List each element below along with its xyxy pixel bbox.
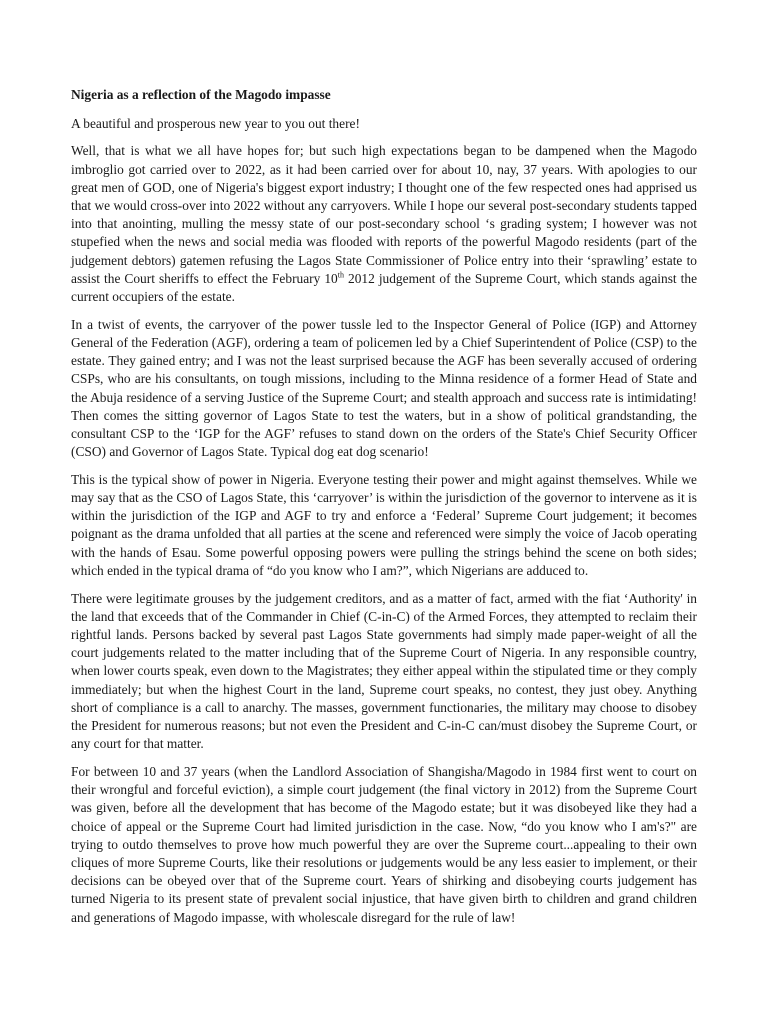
paragraph: There were legitimate grouses by the judgement creditors, and as a matter of fact, armed with the fiat ‘Authority' in the land that exceeds that of the Commander in Chief (C-in-C) of the Armed Forces, they attempted to reclaim their rightful lands. Persons backed by several past Lagos State governments had simply made paper-weight of all the court judgements related to the matter including that of the Supreme Court of Nigeria. In any responsible country, when lower courts speak, even down to the Magistrates; they either appeal within the stipulated time or they comply immediately; but when the highest Court in the land, Supreme court speaks, no contest, they just obey. Anything short of compliance is a call to anarchy. The masses, government functionaries, the military may choose to disobey the President for numerous reasons; but not even the President and C-in-C can/must disobey the Supreme Court, or any court for that matter. — [71, 590, 697, 752]
paragraph: A beautiful and prosperous new year to you out there! — [71, 116, 360, 132]
article-title: Nigeria as a reflection of the Magodo impasse — [71, 87, 331, 102]
paragraph: Well, that is what we all have hopes for; but such high expectations began to be dampened when the Magodo imbroglio got carried over to 2022, as it had been carried over for about 10, nay, 37 years. With apologies to our great men of GOD, one of Nigeria's biggest export industry; I thought one of the few respected ones had apprised us that we would cross-over into 2022 without any carryovers. While I hope our several post-secondary students tapped into that anointing, mulling the messy state of our post-secondary school ‘s grading system; I however was not stupefied when the news and social media was flooded with reports of the powerful Magodo residents (part of the judgement debtors) gatemen refusing the Lagos State Commissioner of Police entry into their ‘sprawling’ estate to assist the Court sheriffs to effect the February 10th 2012 judgement of the Supreme Court, which stands against the current occupiers of the estate. — [71, 143, 698, 305]
paragraph: This is the typical show of power in Nigeria. Everyone testing their power and might against themselves. While we may say that as the CSO of Lagos State, this ‘carryover’ is within the jurisdiction of the governor to intervene as it is within the jurisdiction of the IGP and AGF to try and enforce a ‘Federal’ Supreme Court judgement; it becomes poignant as the drama unfolded that all parties at the scene and referenced were simply the voice of Jacob operating with the hands of Esau. Some powerful opposing powers were pulling the strings behind the scene on both sides; which ended in the typical drama of “do you know who I am?”, which Nigerians are adduced to. — [71, 471, 697, 578]
paragraph: In a twist of events, the carryover of the power tussle led to the Inspector General of Police (IGP) and Attorney General of the Federation (AGF), ordering a team of policemen led by a Chief Superintendent of Police (CSP) to the estate. They gained entry; and I was not the least surprised because the AGF has been severally accused of ordering CSPs, who are his consultants, on tough missions, including to the Minna residence of a former Head of State and the Abuja residence of a serving Justice of the Supreme Court; and stealth approach and success rate is intimidating! Then comes the sitting governor of Lagos State to test the waters, but in a show of political grandstanding, the consultant CSP to the ‘IGP for the AGF’ refuses to stand down on the orders of the State's Chief Security Officer (CSO) and Governor of Lagos State. Typical dog eat dog scenario! — [71, 316, 697, 460]
paragraph: For between 10 and 37 years (when the Landlord Association of Shangisha/Magodo in 1984 first went to court on their wrongful and forceful eviction), a simple court judgement (the final victory in 2012) from the Supreme Court was given, before all the development that has become of the Magodo estate; but it was disobeyed like they had a choice of appeal or the Supreme Court had limited jurisdiction in the case. Now, “do you know who I am's?" are trying to outdo themselves to prove how much powerful they are over the Supreme court...appealing to their own cliques of more Supreme Courts, like their resolutions or judgements would be any less easier to implement, or their decisions can be obeyed over that of the Supreme court. Years of shirking and disobeying courts judgement has turned Nigeria to its present state of prevalent social injustice, that have given birth to children and grand children and generations of Magodo impasse, with wholescale disregard for the rule of law! — [71, 763, 697, 925]
document-page — [71, 86, 697, 936]
